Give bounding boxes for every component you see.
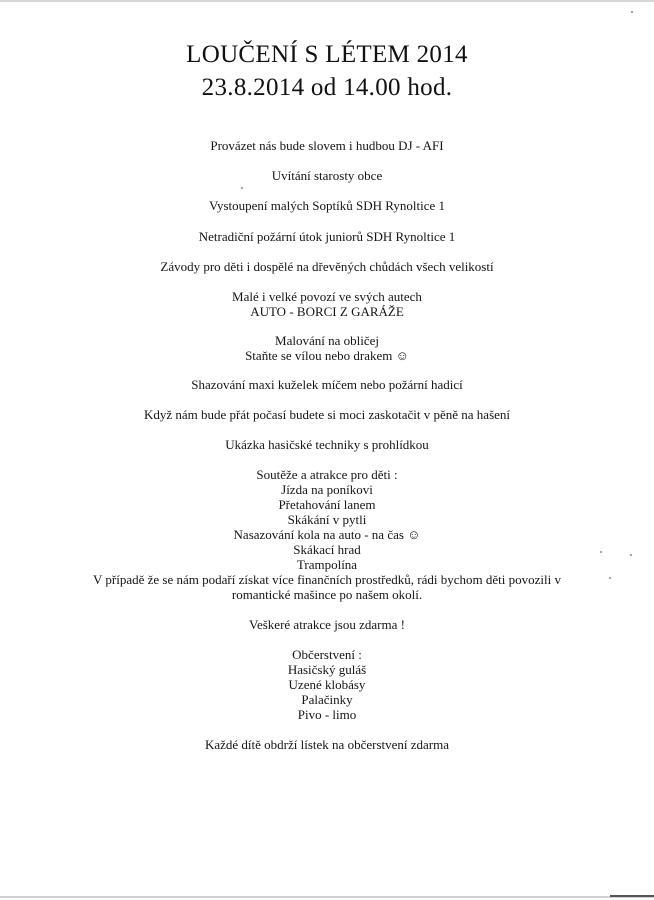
scan-edge-top	[0, 0, 654, 2]
scan-speck	[630, 554, 632, 556]
program-stilts: Závody pro děti i dospělé na dřevěných chůdách všech velikostí	[160, 259, 494, 274]
program-face-paint-line1: Malování na obličej	[275, 333, 379, 348]
train-line2: romantické mašince po našem okolí.	[231, 587, 423, 602]
list-item: Trampolína	[296, 557, 358, 572]
event-date: 23.8.2014 od 14.00 hod.	[201, 74, 453, 101]
scan-speck	[631, 11, 633, 13]
program-dj: Provázet nás bude slovem i hudbou DJ - AFI	[210, 138, 444, 153]
program-fire-attack: Netradiční požární útok juniorů SDH Rynoltice 1	[198, 229, 456, 244]
program-foam: Když nám bude přát počasí budete si moci zaskotačit v pěně na hašení	[143, 407, 511, 422]
program-equipment: Ukázka hasičské techniky s prohlídkou	[225, 437, 429, 452]
list-item: Skákací hrad	[293, 542, 361, 557]
scan-speck	[609, 577, 611, 579]
list-item: Pivo - limo	[297, 707, 357, 722]
scan-edge-corner	[610, 895, 654, 897]
program-cars-line1: Malé i velké povozí ve svých autech	[232, 289, 422, 304]
scan-speck	[241, 187, 243, 189]
footer-note: Každé dítě obdrží lístek na občerstvení zdarma	[204, 737, 449, 752]
program-performance: Vystoupení malých Soptíků SDH Rynoltice 1	[209, 198, 445, 213]
free-note: Veškeré atrakce jsou zdarma !	[249, 617, 405, 632]
train-line1: V případě že se nám podaří získat více finančních prostředků, rádi bychom děti povozili v	[93, 572, 561, 587]
scan-edge-bottom	[0, 896, 654, 898]
list-item: Jízda na poníkovi	[281, 482, 373, 497]
list-item: Skákání v pytli	[287, 512, 367, 527]
event-title: LOUČENÍ S LÉTEM 2014	[186, 41, 468, 68]
list-item: Palačinky	[301, 692, 353, 707]
list-item: Přetahování lanem	[278, 497, 376, 512]
list-item: Nasazování kola na auto - na čas ☺	[233, 527, 421, 542]
program-welcome: Uvítání starosty obce	[271, 168, 383, 183]
scan-speck	[600, 551, 602, 553]
list-item: Hasičský guláš	[287, 662, 367, 677]
program-cars-line2: AUTO - BORCI Z GARÁŽE	[250, 304, 404, 319]
refreshments-heading: Občerstvení :	[292, 647, 362, 662]
kids-heading: Soutěže a atrakce pro děti :	[256, 467, 398, 482]
program-face-paint-line2: Staňte se vílou nebo drakem ☺	[245, 348, 409, 363]
list-item: Uzené klobásy	[288, 677, 366, 692]
program-skittles: Shazování maxi kuželek míčem nebo požární hadicí	[191, 377, 463, 392]
